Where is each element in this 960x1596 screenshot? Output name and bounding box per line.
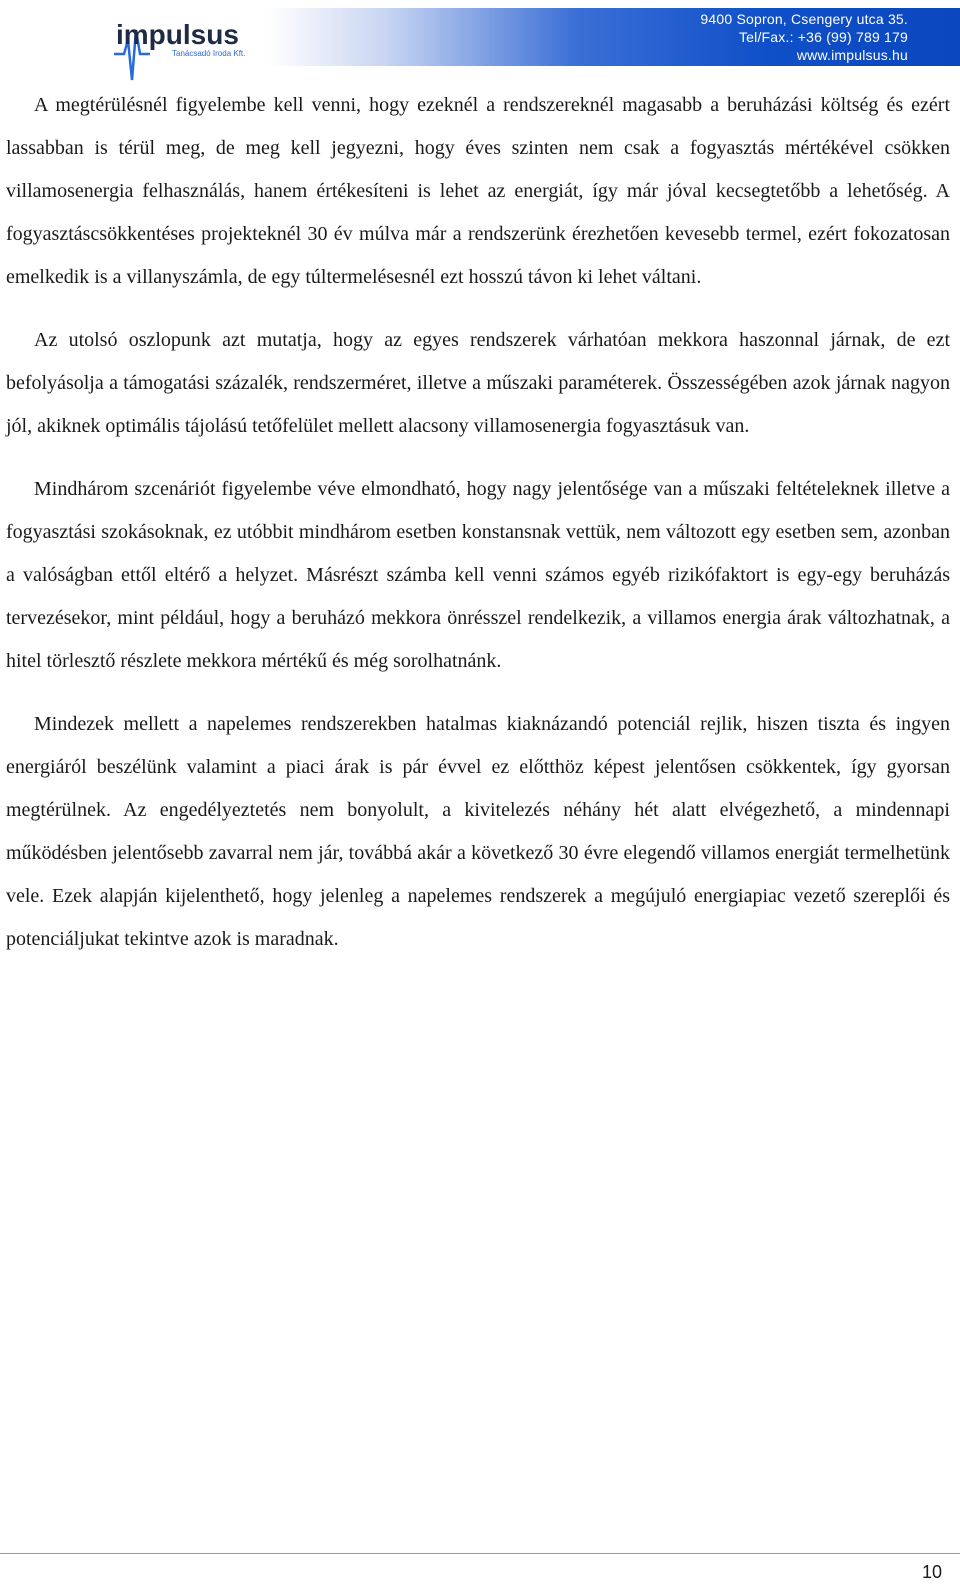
company-logo: [110, 10, 270, 90]
paragraph: Mindezek mellett a napelemes rendszerekben hatalmas kiaknázandó potenciál rejlik, hiszen tiszta és ingyen energiáról beszélünk valamint a piaci árak is pár évvel ez előtthöz képest jelentősen csökkentek, így gyorsan megtérülnek. Az engedélyeztetés nem bonyolult, a kivitelezés néhány hét alatt elvégezhető, a mindennapi működésben jelentősebb zavarral nem jár, továbbá akár a következő 30 évre elegendő villamos energiát termelhetünk vele. Ezek alapján kijelenthető, hogy jelenleg a napelemes rendszerek a megújuló energiapiac vezető szereplői és potenciáljukat tekintve azok is maradnak.: [6, 713, 950, 950]
paragraph: Mindhárom szcenáriót figyelembe véve elmondható, hogy nagy jelentősége van a műszaki feltételeknek illetve a fogyasztási szokásoknak, ez utóbbit mindhárom esetben konstansnak vettük, nem változott egy esetben sem, azonban a valóságban ettől eltérő a helyzet. Másrészt számba kell venni számos egyéb rizikófaktort is egy-egy beruházás tervezésekor, mint például, hogy a beruházó mekkora önrésszel rendelkezik, a villamos energia árak változhatnak, a hitel törlesztő részlete mekkora mértékű és még sorolhatnánk.: [6, 478, 950, 672]
address-text: 9400 Sopron, Csengery utca 35.: [700, 11, 908, 27]
website-link[interactable]: www.impulsus.hu: [796, 47, 908, 63]
footer-divider: [0, 1553, 960, 1554]
logo-text: impulsus: [116, 19, 239, 50]
document-body: [6, 84, 950, 981]
contact-info: [648, 10, 908, 64]
page-number: 10: [921, 1562, 942, 1582]
paragraph: Az utolsó oszlopunk azt mutatja, hogy az egyes rendszerek várhatóan mekkora haszonnal járnak, de ezt befolyásolja a támogatási százalék, rendszerméret, illetve a műszaki paraméterek. Összességében azok járnak nagyon jól, akiknek optimális tájolású tetőfelület mellett alacsony villamosenergia fogyasztásuk van.: [6, 329, 950, 437]
paragraph: A megtérülésnél figyelembe kell venni, hogy ezeknél a rendszereknél magasabb a beruházási költség és ezért lassabban is térül meg, de meg kell jegyezni, hogy éves szinten nem csak a fogyasztás mértékével csökken villamosenergia felhasználás, hanem értékesíteni is lehet az energiát, így már jóval kecsegtetőbb a lehetőség. A fogyasztáscsökkentéses projekteknél 30 év múlva már a rendszerünk érezhetően kevesebb termel, ezért fokozatosan emelkedik is a villanyszámla, de egy túltermelésesnél ezt hosszú távon ki lehet váltani.: [6, 94, 950, 288]
phone-text: Tel/Fax.: +36 (99) 789 179: [738, 29, 908, 45]
logo-subtext: Tanácsadó Iroda Kft.: [172, 49, 246, 58]
